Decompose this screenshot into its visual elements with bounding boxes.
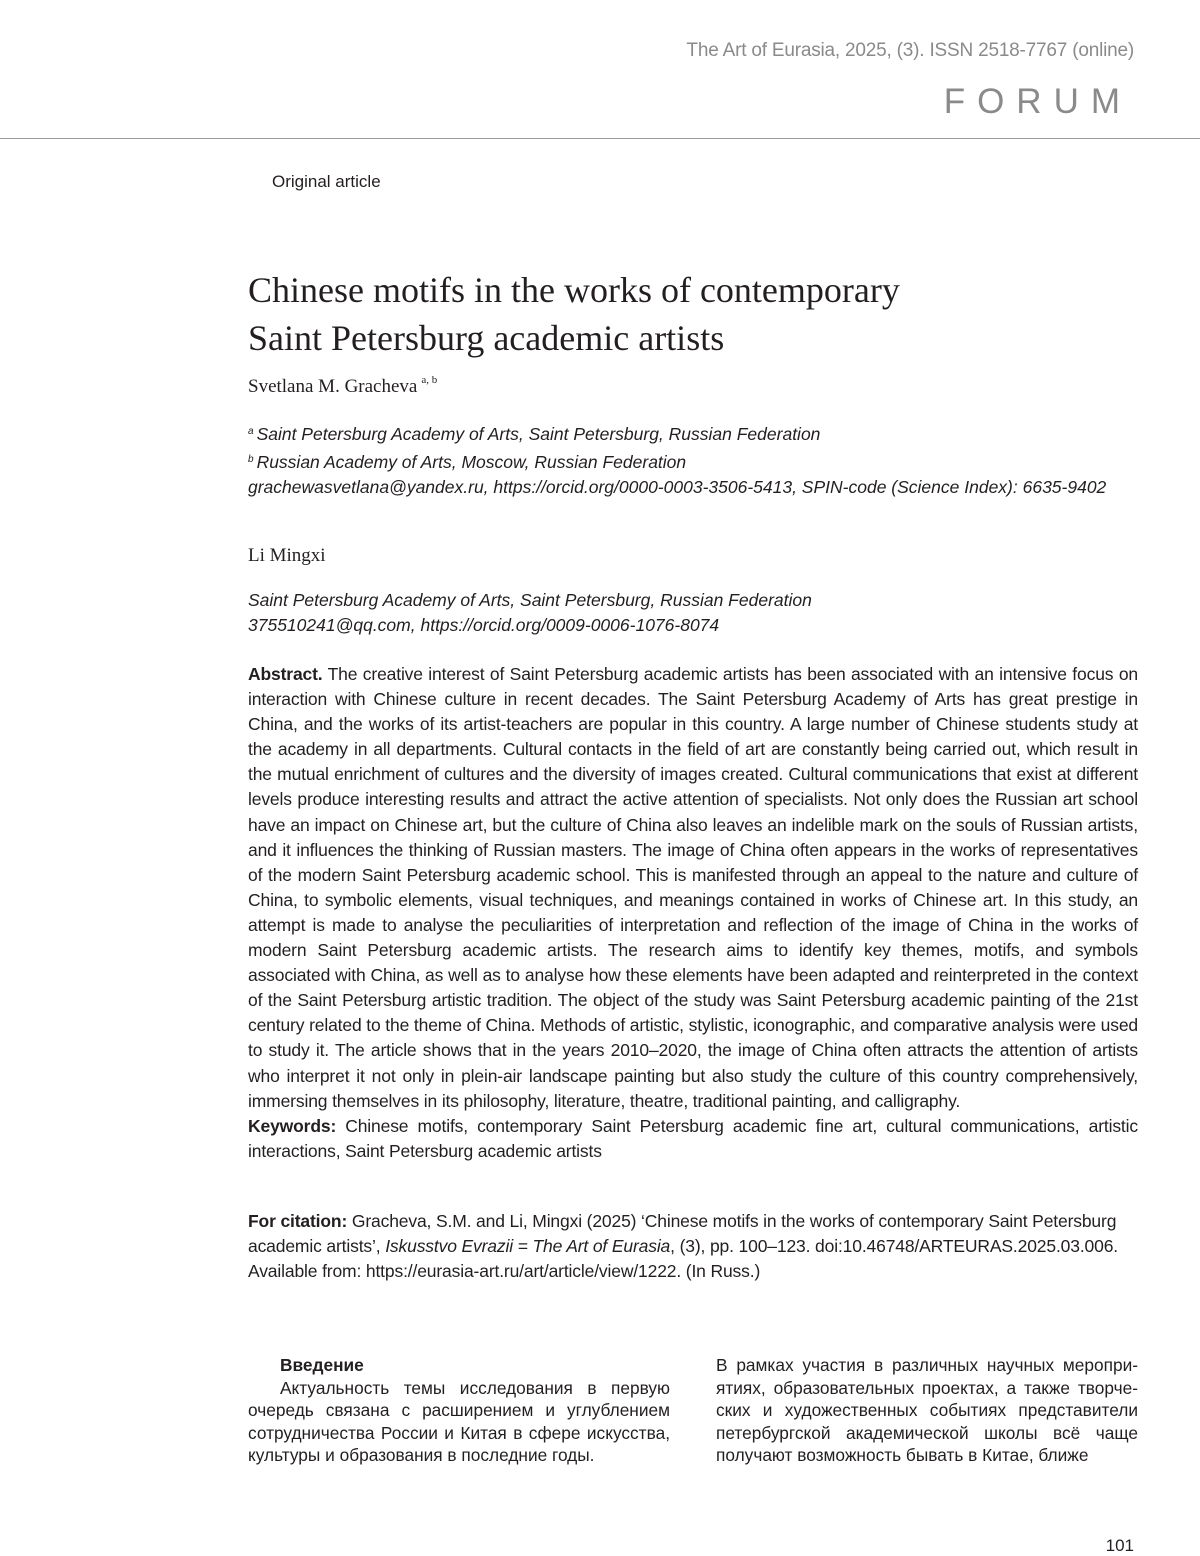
keywords-label: Keywords: [248,1115,337,1136]
article-type: Original article [272,172,381,191]
section-label: FORUM [943,82,1132,121]
affiliation-a: $^a$ Saint Petersburg Academy of Arts, Saint Petersburg, Russian Federation [248,424,821,444]
page-number: 101 [1105,1536,1134,1555]
author-1-name: Svetlana M. Gracheva [248,376,418,397]
author-1-contact: grachewasvetlana@yandex.ru, https://orcid.org/0000-0003-3506-5413, SPIN-code (Science Index): 6635-9402 [248,477,1107,497]
article-title [248,266,1128,362]
author-name [248,545,326,567]
citation-label: For citation: [248,1211,348,1231]
journal-header: The Art of Eurasia, 2025, (3). ISSN 2518-7767 (online) [686,40,1134,61]
abstract-label: Abstract. [248,664,323,684]
keywords-text: Chinese motifs, contemporary Saint Petersburg academic fine art, cultural communications, artistic interactions, Saint Petersburg academic artists [248,1115,1138,1161]
citation-text-2: , (3), pp. 100–123. doi:10.46748/ARTEURAS.2025.03.006. Available from: https://eurasia-art.ru/art/article/view/1222. (In Russ.) [248,1236,1119,1281]
keywords [248,1114,1138,1164]
author-2-name: Li Mingxi [248,545,326,566]
title-line-2: Saint Petersburg academic artists [248,318,725,358]
citation-block [248,1209,1138,1284]
intro-heading: Введение [280,1355,364,1375]
citation-text-1: Gracheva, S.M. and Li, Mingxi (2025) ‘Chinese motifs in the works of contemporary Saint Petersburg academic artists’, [248,1211,1117,1256]
author-2-affiliation: Saint Petersburg Academy of Arts, Saint Petersburg, Russian Federation [248,590,812,610]
intro-paragraph: Актуальность темы исследования в первую очередь связана с расширением и углублением сотрудничества России и Китая в сфере искусства, культуры и образования в последние годы. [248,1377,670,1465]
body-column-right [716,1354,1138,1467]
author-2-contact: 375510241@qq.com, https://orcid.org/0009-0006-1076-8074 [248,615,720,635]
affiliation-mark: a [248,426,254,437]
body-column-left [248,1354,670,1467]
header-divider [0,138,1200,139]
affiliation-mark: b [248,454,254,465]
author-1-affiliation-marks: a, b [421,374,438,386]
title-line-1: Chinese motifs in the works of contemporary [248,270,900,310]
affiliation-b: $^b$ Russian Academy of Arts, Moscow, Russian Federation [248,452,687,472]
abstract [248,662,1138,1114]
citation-journal: Iskusstvo Evrazii = The Art of Eurasia [385,1236,671,1256]
author-2-affiliations [248,588,1138,638]
author-name [248,374,437,398]
author-1-affiliations [248,419,1138,500]
right-paragraph: В рамках участия в различных научных мероприятиях, образовательных проектах, а также творческих и художественных событиях представители петербургской академической школы всё чаще получают возможность бывать в Китае, ближе [716,1355,1138,1465]
abstract-block [248,662,1138,1164]
abstract-text: The creative interest of Saint Petersburg academic artists has been associated with an intensive focus on interaction with Chinese culture in recent decades. The Saint Petersburg Academy of Arts has great prestige in China, and the works of its artist-teachers are popular in this country. A large number of Chinese students study at the academy in all departments. Cultural contacts in the field of art are constantly being carried out, which result in the mutual enrichment of cultures and the diversity of images created. Cultural communications that exist at different levels produce interesting results and attract the active attention of specialists. Not only does the Russian art school have an impact on Chinese art, but the culture of China also leaves an indelible mark on the souls of Russian artists, and it influences the thinking of Russian masters. The image of China often appears in the works of representatives of the modern Saint Petersburg academic school. This is manifested through an appeal to the nature and culture of China, to symbolic elements, visual techniques, and meanings contained in works of Chinese art. In this study, an attempt is made to analyse the peculiarities of interpretation and reflection of the image of China in the works of modern Saint Petersburg academic artists. The research aims to identify key themes, motifs, and symbols associated with China, as well as to analyse how these elements have been adapted and reinterpreted in the context of the Saint Petersburg artistic tradition. The object of the study was Saint Petersburg academic painting of the 21st century related to the theme of China. Methods of artistic, stylistic, iconographic, and comparative analysis were used to study it. The article shows that in the years 2010–2020, the image of China often attracts the attention of artists who interpret it not only in plein-air landscape painting but also study the culture of this country comprehensively, immersing themselves in its philosophy, literature, theatre, traditional painting, and calligraphy. [248,664,1138,1111]
